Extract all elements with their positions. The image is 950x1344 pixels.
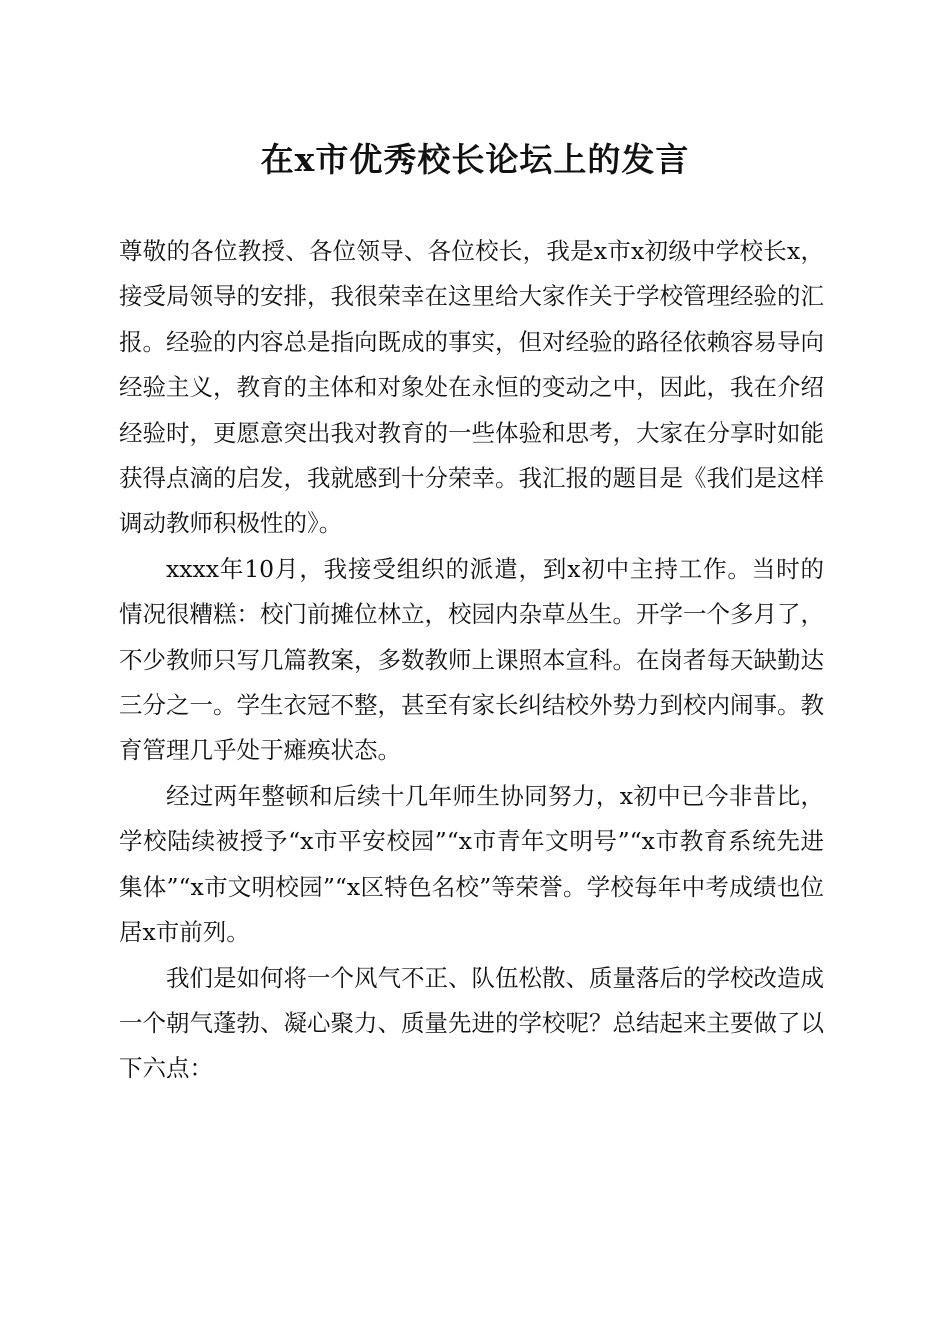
document-body xyxy=(119,229,824,1092)
paragraph-achievements: 经过两年整顿和后续十几年师生协同努力，x初中已今非昔比，学校陆续被授予“x市平安校园”“x市青年文明号”“x市教育系统先进集体”“x市文明校园”“x区特色名校”等荣誉。学校每年中考成绩也位居x市前列。 xyxy=(119,781,824,947)
paragraph-background: xxxx年10月，我接受组织的派遣，到x初中主持工作。当时的情况很糟糕：校门前摊位林立，校园内杂草丛生。开学一个多月了，不少教师只写几篇教案，多数教师上课照本宣科。在岗者每天缺勤达三分之一。学生衣冠不整，甚至有家长纠结校外势力到校内闹事。教育管理几乎处于瘫痪状态。 xyxy=(119,554,824,765)
paragraph-opening: 尊敬的各位教授、各位领导、各位校长，我是x市x初级中学校长x，接受局领导的安排，我很荣幸在这里给大家作关于学校管理经验的汇报。经验的内容总是指向既成的事实，但对经验的路径依赖容易导向经验主义，教育的主体和对象处在永恒的变动之中，因此，我在介绍经验时，更愿意突出我对教育的一些体验和思考，大家在分享时如能获得点滴的启发，我就感到十分荣幸。我汇报的题目是《我们是这样调动教师积极性的》。 xyxy=(119,237,824,538)
paragraph-summary: 我们是如何将一个风气不正、队伍松散、质量落后的学校改造成一个朝气蓬勃、凝心聚力、质量先进的学校呢？总结起来主要做了以下六点： xyxy=(119,963,824,1083)
document-title: 在x市优秀校长论坛上的发言 xyxy=(260,140,690,179)
